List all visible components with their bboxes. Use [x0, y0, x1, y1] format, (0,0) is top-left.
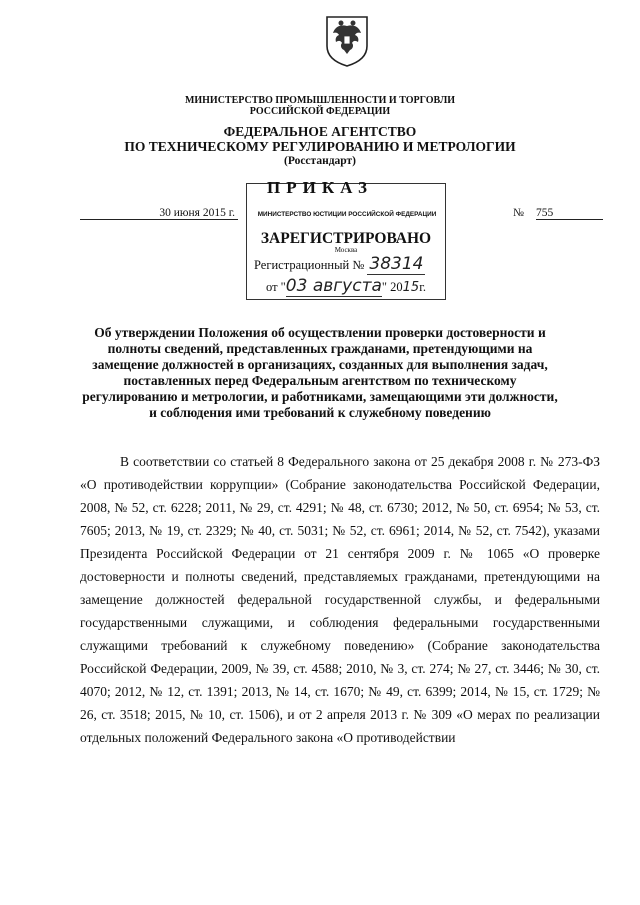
stamp-ministry: МИНИСТЕРСТВО ЮСТИЦИИ РОССИЙСКОЙ ФЕДЕРАЦИИ: [257, 211, 437, 218]
coat-of-arms-emblem: [323, 14, 371, 68]
stamp-date-row: от "03 августа" 2015г.: [266, 276, 427, 296]
order-date: 30 июня 2015 г.: [80, 207, 238, 220]
stamp-year-prefix: 20: [390, 280, 403, 294]
order-number-label: №: [513, 207, 524, 219]
order-body-paragraph: В соответствии со статьей 8 Федерального закона от 25 декабря 2008 г. № 273-ФЗ «О противодействии коррупции» (Собрание законодательства Российской Федерации, 2008, № 52, ст. 6228; 2011, № 29, ст. 4291; № 48, ст. 6730; 2012, № 50, ст. 6954; № 53, ст. 7605; 2013, № 19, ст. 2329; № 40, ст. 5031; № 52, ст. 6961; 2014, № 52, ст. 7542), указами Президента Российской Федерации от 21 сентября 2009 г. № 1065 «О проверке достоверности и полноты сведений, представляемых гражданами, претендующими на замещение должностей федеральной государственной службы, и федеральными государственными служащими, и соблюдения федеральными государственными служащими требований к служебному поведению» (Собрание законодательства Российской Федерации, 2009, № 39, ст. 4588; 2010, № 3, ст. 274; № 27, ст. 3446; № 30, ст. 4070; 2012, № 12, ст. 1391; 2013, № 14, ст. 1670; № 49, ст. 6399; 2014, № 15, ст. 1729; № 26, ст. 3518; 2015, № 10, ст. 1506), и от 2 апреля 2013 г. № 309 «О мерах по реализации отдельных положений Федерального закона «О противодействии: [80, 454, 600, 745]
agency-line-2: ПО ТЕХНИЧЕСКОМУ РЕГУЛИРОВАНИЮ И МЕТРОЛОГИИ: [124, 139, 516, 154]
order-number: 755: [536, 207, 603, 220]
stamp-reg-number-row: [254, 254, 425, 274]
stamp-city: Москва: [334, 246, 358, 254]
stamp-date-handwritten: 03 августа: [285, 276, 382, 296]
stamp-year-suffix: 15: [402, 280, 420, 295]
ministry-line-2: РОССИЙСКОЙ ФЕДЕРАЦИИ: [249, 106, 391, 117]
stamp-reg-number-label: Регистрационный №: [254, 258, 365, 272]
ministry-line-1: МИНИСТЕРСТВО ПРОМЫШЛЕННОСТИ И ТОРГОВЛИ: [184, 95, 456, 106]
agency-short-name: (Росстандарт): [284, 155, 356, 167]
agency-line-1: ФЕДЕРАЛЬНОЕ АГЕНТСТВО: [223, 124, 417, 139]
order-title: ПРИКАЗ: [267, 178, 373, 197]
stamp-year-end: г.: [419, 280, 427, 294]
stamp-registered: ЗАРЕГИСТРИРОВАНО: [260, 230, 432, 247]
stamp-reg-number: 38314: [369, 254, 424, 274]
order-subject: Об утверждении Положения об осуществлении проверки достоверности и полноты сведений, представленных гражданами, претендующими на замещение должностей в организациях, созданных для выполнения задач, поставленных перед Федеральным агентством по техническому регулированию и метрологии, и работниками, замещающими эти должности, и соблюдения ими требований к служебному поведению: [82, 325, 558, 420]
stamp-date-prefix: от ": [266, 280, 286, 294]
